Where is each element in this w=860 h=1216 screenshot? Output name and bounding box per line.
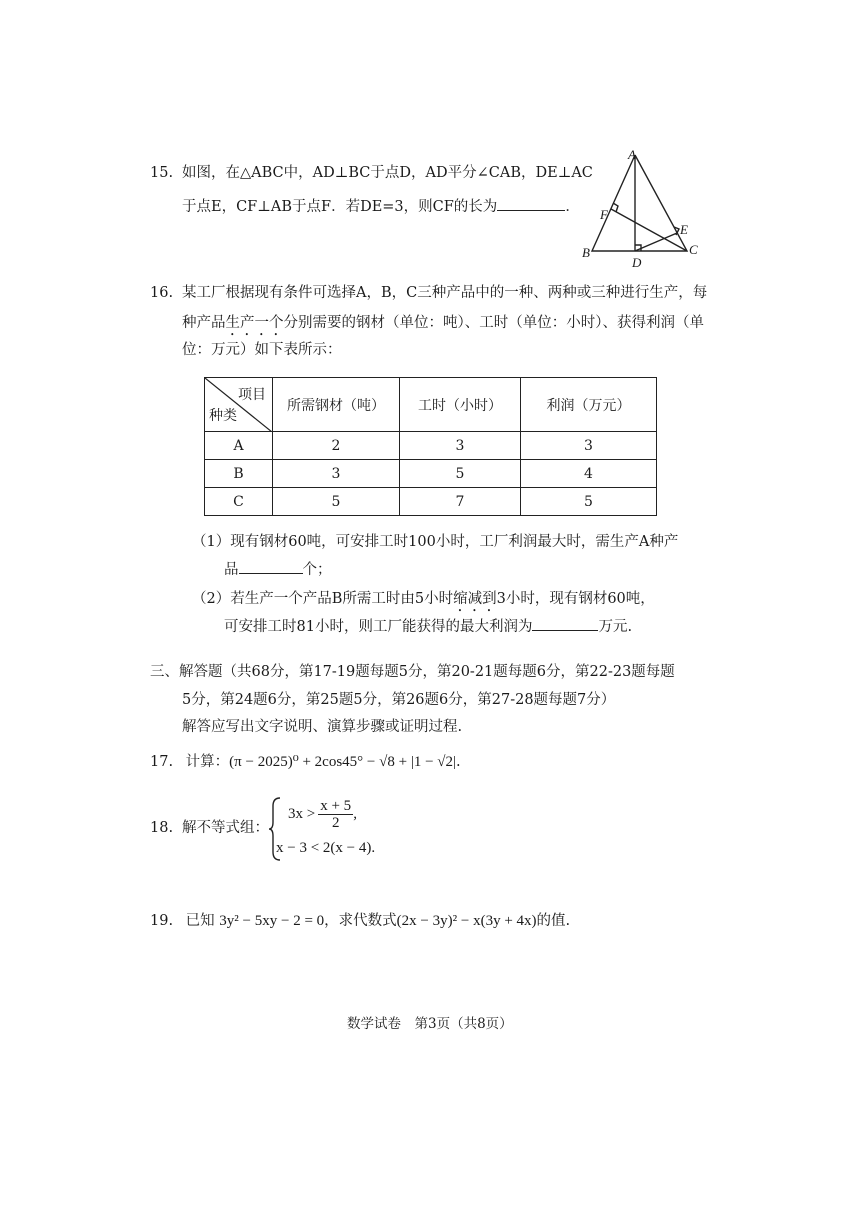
q16-part2-line1	[192, 589, 655, 615]
page-footer: 数学试卷 第3页（共8页）	[347, 1016, 513, 1032]
ineq1-fraction	[318, 798, 353, 831]
q16-part2-text: 可安排工时81小时，则工厂能获得的最大利润为	[224, 619, 533, 635]
q19-expression: (2x − 3y)² − x(3y + 4x)	[396, 913, 537, 929]
q15-line2-end: ．	[565, 199, 580, 215]
q15-line1: 如图，在△ABC中，AD⊥BC于点D，AD平分∠CAB，DE⊥AC	[182, 165, 593, 181]
q16-line2-b: 分别需要的钢材（单位：吨）、工时（单位：小时）、获得利润（单	[283, 315, 704, 331]
section3-line2: 5分，第24题6分，第25题5分，第26题6分，第27-28题每题7分）	[182, 692, 616, 708]
q16-line3: 位：万元）如下表所示：	[182, 342, 342, 358]
corner-bottom-label: 种类	[209, 408, 237, 424]
q16-line1: 某工厂根据现有条件可选择A，B，C三种产品中的一种、两种或三种进行生产，每	[182, 285, 708, 301]
q17	[150, 752, 461, 772]
q15-line2	[182, 196, 580, 217]
section3-line1: 三、解答题（共68分，第17-19题每题5分，第20-21题每题6分，第22-23题每题	[150, 664, 675, 680]
label-f: F	[600, 207, 608, 222]
q19-text-mid: ，求代数式	[324, 913, 397, 929]
q16-part1-line2	[224, 559, 332, 580]
q16-part2-emph: 缩减到	[453, 591, 497, 607]
q16-line2-emph: 生产一个	[225, 315, 284, 331]
ineq1-denominator: 2	[331, 814, 340, 831]
q16-part2-b: 3小时，现有钢材60吨，	[496, 591, 655, 607]
q16-part2-blank[interactable]	[532, 616, 598, 631]
label-c: C	[689, 242, 698, 257]
table-row	[205, 488, 657, 516]
cell-steel: 3	[273, 460, 400, 488]
q19	[150, 911, 570, 931]
cell-profit: 5	[521, 488, 657, 516]
triangle-figure	[580, 145, 710, 270]
q18-label: 解不等式组：	[182, 820, 269, 836]
row-label: A	[205, 432, 273, 460]
q17-expression: (π − 2025)⁰ + 2cos45° − √8 + |1 − √2|	[229, 754, 457, 770]
product-table	[204, 377, 657, 516]
q18-number: 18.	[150, 820, 174, 836]
corner-top-label: 项目	[238, 387, 266, 403]
cell-hours: 3	[400, 432, 521, 460]
q19-text-post: 的值.	[536, 913, 571, 929]
label-a: A	[628, 147, 636, 162]
cell-hours: 5	[400, 460, 521, 488]
q16-part2-end: 万元.	[598, 619, 633, 635]
header-profit: 利润（万元）	[521, 378, 657, 432]
q18-inequality1	[288, 796, 357, 832]
ineq1-numerator: x + 5	[320, 797, 352, 814]
cell-steel: 5	[273, 488, 400, 516]
label-d: D	[632, 255, 642, 270]
cell-hours: 7	[400, 488, 521, 516]
table-corner-cell	[205, 378, 273, 432]
header-hours: 工时（小时）	[400, 378, 521, 432]
q15-line2-text: 于点E，CF⊥AB于点F．若DE=3，则CF的长为	[182, 199, 498, 215]
q16-part1-blank[interactable]	[239, 559, 303, 574]
label-b: B	[582, 245, 590, 260]
q16-number: 16.	[150, 285, 174, 301]
label-e: E	[680, 222, 688, 237]
q17-end: .	[456, 754, 461, 770]
q17-label: 计算：	[185, 754, 230, 770]
table-row	[205, 432, 657, 460]
q18-inequality2: x − 3 < 2(x − 4).	[276, 840, 376, 856]
q19-number: 19.	[150, 913, 174, 929]
q16-part1-end: 个；	[302, 562, 332, 578]
q16-part2-a: （2）若生产一个产品B所需工时由5小时	[192, 591, 454, 607]
header-steel: 所需钢材（吨）	[273, 378, 400, 432]
section3-line3: 解答应写出文字说明、演算步骤或证明过程.	[182, 719, 463, 735]
triangle-abc	[592, 155, 687, 251]
ineq1-lhs: 3x >	[288, 805, 316, 822]
ineq1-comma: ,	[353, 805, 357, 822]
cell-steel: 2	[273, 432, 400, 460]
q16-line2	[182, 313, 704, 339]
q16-line2-a: 种产品	[182, 315, 226, 331]
row-label: C	[205, 488, 273, 516]
q16-part1-text: 品	[224, 562, 239, 578]
cell-profit: 4	[521, 460, 657, 488]
q15-number: 15.	[150, 165, 174, 181]
row-label: B	[205, 460, 273, 488]
q17-number: 17.	[150, 754, 174, 770]
cell-profit: 3	[521, 432, 657, 460]
q16-part1-line1: （1）现有钢材60吨，可安排工时100小时，工厂利润最大时，需生产A种产	[192, 534, 679, 550]
q16-part2-line2	[224, 616, 632, 637]
q15-answer-blank[interactable]	[497, 196, 565, 211]
q19-equation: 3y² − 5xy − 2 = 0	[219, 913, 325, 929]
q19-text-pre: 已知	[185, 913, 215, 929]
table-row	[205, 460, 657, 488]
